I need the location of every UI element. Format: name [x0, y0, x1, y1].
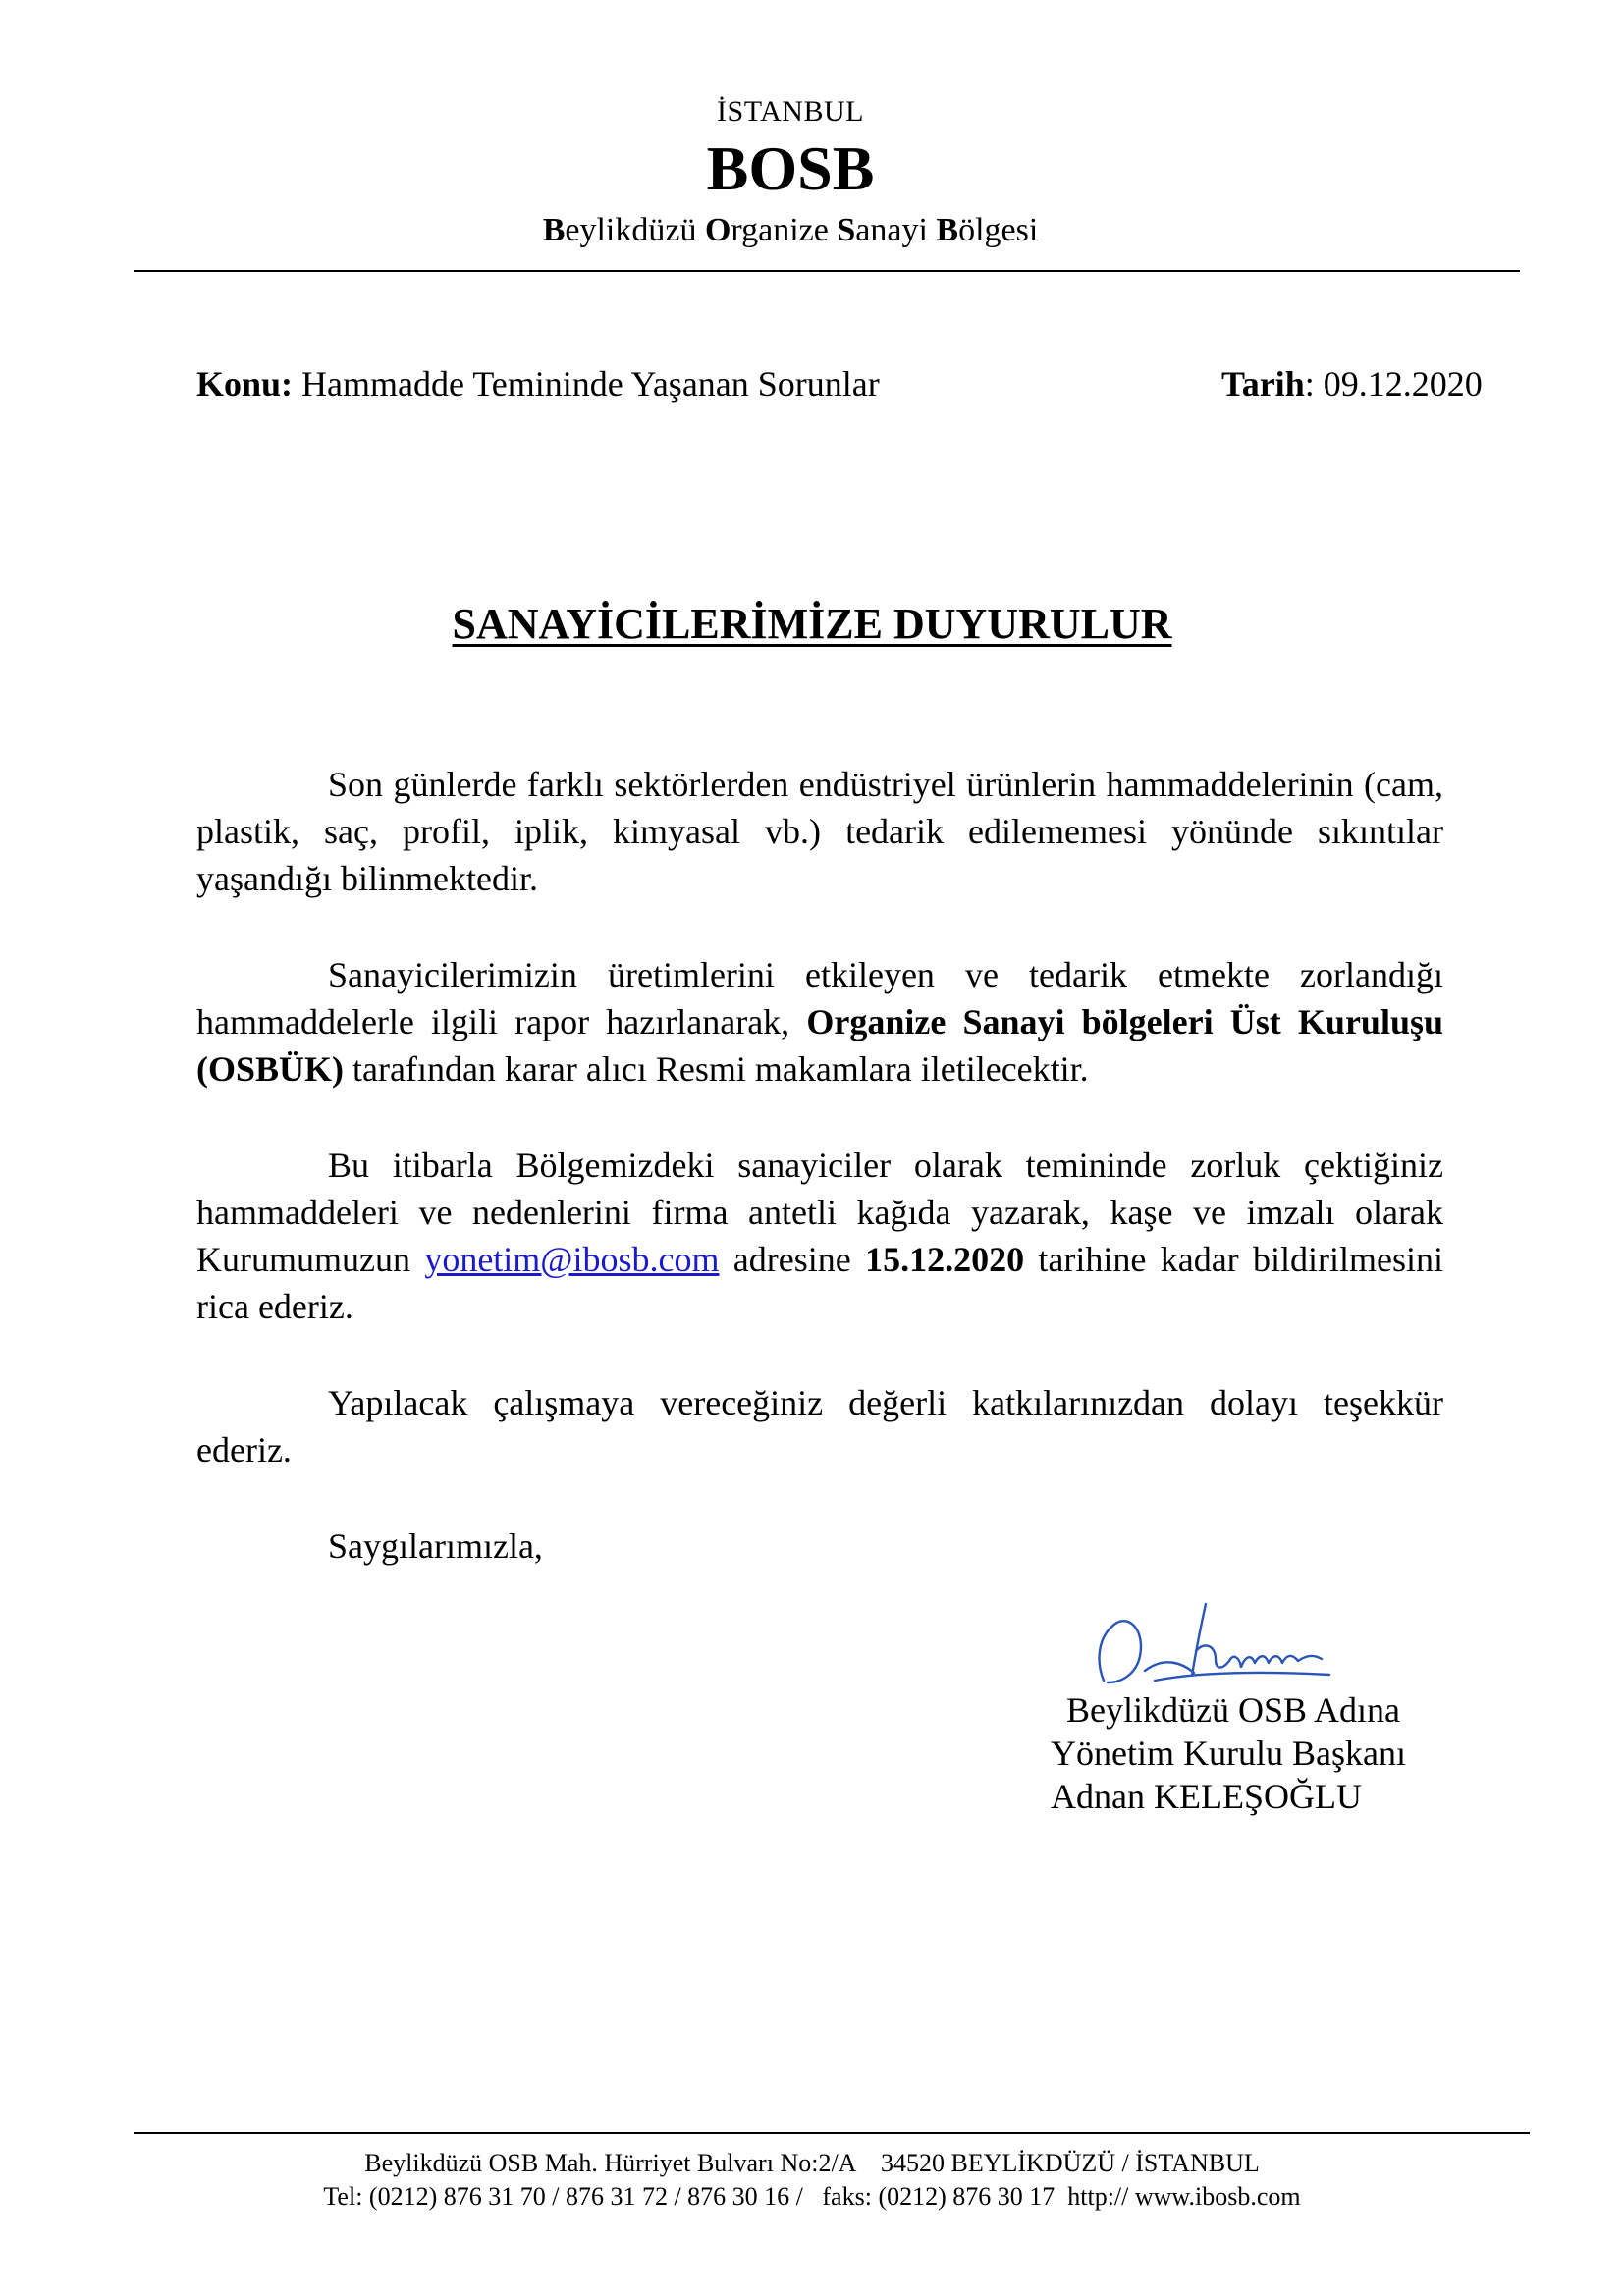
- signature-stroke: [1100, 1604, 1329, 1682]
- osbuk-name: Organize Sanayi bölgeleri Üst Kuruluşu (OSBÜK): [196, 1002, 1443, 1089]
- subject-label: Konu:: [196, 364, 294, 403]
- signature-on-behalf: Beylikdüzü OSB Adına: [1066, 1690, 1400, 1730]
- org-name-rest: anayi: [855, 212, 937, 248]
- org-name-rest: eylikdüzü: [565, 212, 705, 248]
- paragraph-2: [196, 951, 1443, 1093]
- signature-title: Yönetim Kurulu Başkanı: [1051, 1734, 1406, 1773]
- subject-line: [196, 363, 880, 404]
- letterhead-divider: [134, 270, 1520, 272]
- announcement-heading: SANAYİCİLERİMİZE DUYURULUR: [452, 600, 1172, 648]
- email-link[interactable]: yonetim@ibosb.com: [424, 1240, 720, 1279]
- subject-value: Hammadde Temininde Yaşanan Sorunlar: [301, 364, 880, 403]
- paragraph-3-text-end: tarihine kadar bildirilmesini rica ederiz.: [196, 1240, 1443, 1326]
- date-separator: :: [1304, 364, 1315, 403]
- letterhead-city: İSTANBUL: [717, 95, 864, 128]
- footer-address: Beylikdüzü OSB Mah. Hürriyet Bulvarı No:2/A 34520 BEYLİKDÜZÜ / İSTANBUL: [364, 2149, 1260, 2177]
- signature-name: Adnan KELEŞOĞLU: [1051, 1777, 1362, 1816]
- org-name-initial: B: [936, 212, 959, 248]
- paragraph-4: Yapılacak çalışmaya vereceğiniz değerli katkılarınızdan dolayı teşekkür ederiz.: [196, 1383, 1443, 1469]
- footer-contact: Tel: (0212) 876 31 70 / 876 31 72 / 876 30 16 / faks: (0212) 876 30 17 http:// www.ibosb.com: [323, 2182, 1301, 2211]
- letterhead-org-name: [0, 212, 1581, 249]
- footer-divider: [134, 2132, 1530, 2134]
- paragraph-3-text-mid: adresine: [732, 1240, 851, 1279]
- org-name-rest: ölgesi: [958, 212, 1039, 248]
- org-name-initial: B: [542, 212, 566, 248]
- date-line: [1221, 363, 1483, 404]
- paragraph-1: Son günlerde farklı sektörlerden endüstriyel ürünlerin hammaddelerinin (cam, plastik, saç, profil, iplik, kimyasal vb.) tedarik edilememesi yönünde sıkıntılar yaşandığı bilinmektedir.: [196, 765, 1443, 898]
- paragraph-2-text-end: tarafından karar alıcı Resmi makamlara iletilecektir.: [352, 1049, 1089, 1089]
- paragraph-3-text: Bu itibarla Bölgemizdeki sanayiciler olarak temininde zorluk çektiğiniz hammaddeleri ve nedenlerini firma antetli kağıda yazarak, kaşe ve imzalı olarak Kurumumuzun: [196, 1146, 1443, 1279]
- date-value: 09.12.2020: [1323, 364, 1483, 403]
- closing-greeting: Saygılarımızla,: [328, 1526, 543, 1566]
- paragraph-3: [196, 1142, 1443, 1330]
- org-name-initial: O: [704, 212, 731, 248]
- deadline-date: 15.12.2020: [865, 1240, 1025, 1279]
- handwritten-signature: [1086, 1602, 1351, 1690]
- letterhead-org-abbr: BOSB: [706, 133, 875, 203]
- letter-body: [196, 761, 1443, 1570]
- org-name-initial: S: [837, 212, 856, 248]
- org-name-rest: rganize: [731, 212, 838, 248]
- date-label: Tarih: [1221, 364, 1305, 403]
- paragraph-2-text: Sanayicilerimizin üretimlerini etkileyen ve tedarik etmekte zorlandığı hammaddelerle ilgili rapor hazırlanarak,: [196, 955, 1443, 1041]
